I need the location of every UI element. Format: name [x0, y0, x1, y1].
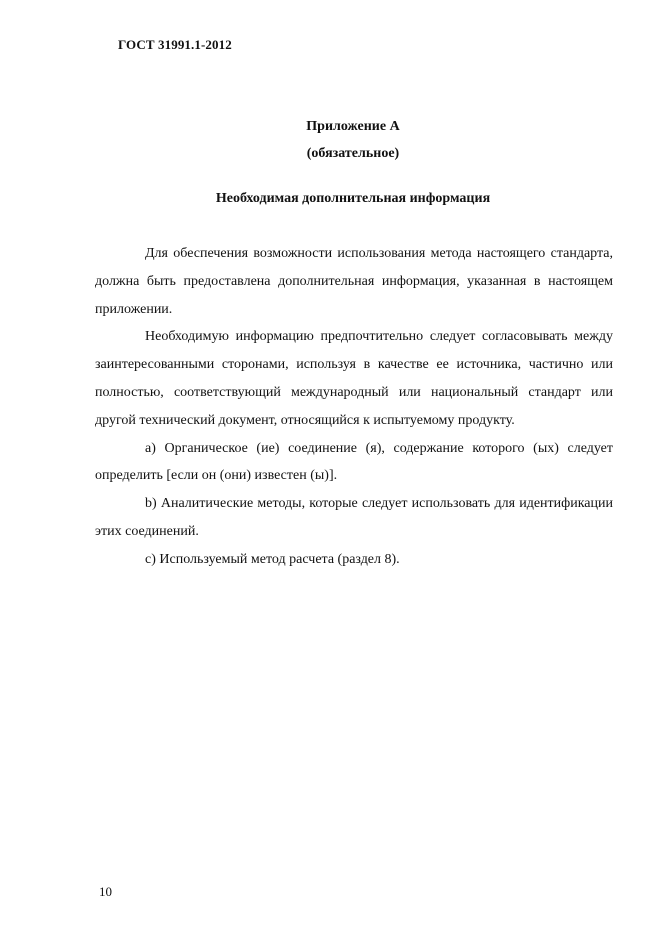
paragraph-intro: Для обеспечения возможности использования метода настоящего стандарта, должна быть предоставлена дополнительная информация, указанная в настоящем приложении. [95, 246, 613, 317]
list-item-b: b) Аналитические методы, которые следует использовать для идентификации этих соединений. [95, 496, 613, 539]
document-header: ГОСТ 31991.1-2012 [118, 37, 232, 52]
appendix-title: Приложение А [306, 119, 400, 134]
appendix-heading [88, 113, 618, 167]
page-number: 10 [99, 884, 112, 899]
appendix-status: (обязательное) [306, 146, 400, 161]
list-item-a: а) Органическое (ие) соединение (я), содержание которого (ых) следует определить [если он (они) известен (ы)]. [95, 440, 613, 484]
list-item-c: с) Используемый метод расчета (раздел 8). [145, 551, 400, 567]
paragraph-agreement: Необходимую информацию предпочтительно следует согласовывать между заинтересованными сторонами, используя в качестве ее источника, частично или полностью, соответствующий международный или национальный стандарт или другой технический документ, относящийся к испытуемому продукту. [95, 329, 613, 428]
body-text [95, 240, 613, 574]
section-title: Необходимая дополнительная информация [215, 191, 491, 206]
